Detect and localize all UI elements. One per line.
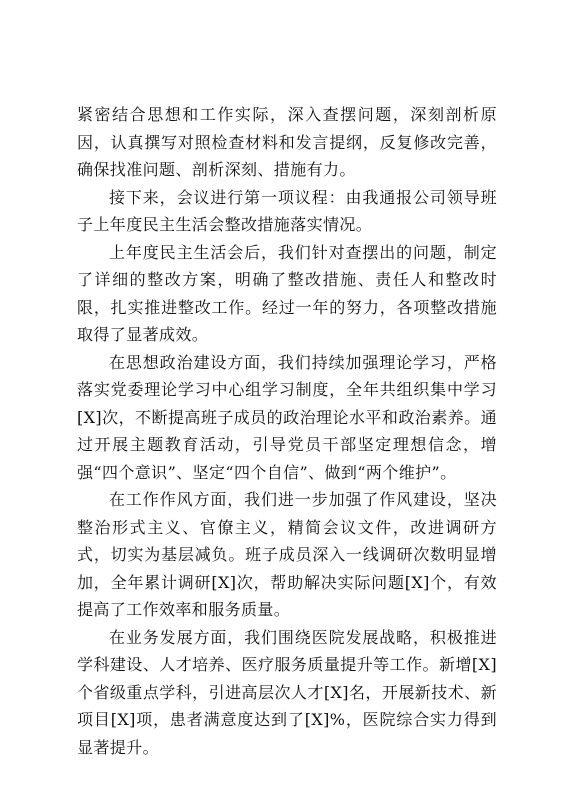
- paragraph-continued: 紧密结合思想和工作实际，深入查摆问题，深刻剖析原因，认真撰写对照检查材料和发言提纲，反复修改完善，确保找准问题、剖析深刻、措施有力。: [77, 105, 497, 179]
- paragraph-political-building: 在思想政治建设方面，我们持续加强理论学习，严格落实党委理论学习中心组学习制度，全年共组织集中学习[X]次，不断提高班子成员的政治理论水平和政治素养。通过开展主题教育活动，引导党员干部坚定理想信念，增强“四个意识”、坚定“四个自信”、做到“两个维护”。: [77, 352, 497, 482]
- paragraph-agenda-item: 接下来，会议进行第一项议程：由我通报公司领导班子上年度民主生活会整改措施落实情况。: [77, 187, 497, 234]
- document-body: [77, 101, 497, 761]
- paragraph-work-style: 在工作作风方面，我们进一步加强了作风建设，坚决整治形式主义、官僚主义，精简会议文件，改进调研方式，切实为基层减负。班子成员深入一线调研次数明显增加，全年累计调研[X]次，帮助解决实际问题[X]个，有效提高了工作效率和服务质量。: [77, 490, 497, 619]
- paragraph-rectification-plan: 上年度民主生活会后，我们针对查摆出的问题，制定了详细的整改方案，明确了整改措施、责任人和整改时限，扎实推进整改工作。经过一年的努力，各项整改措施取得了显著成效。: [77, 242, 497, 344]
- paragraph-business-development: 在业务发展方面，我们围绕医院发展战略，积极推进学科建设、人才培养、医疗服务质量提升等工作。新增[X]个省级重点学科，引进高层次人才[X]名，开展新技术、新项目[X]项，患者满意度达到了[X]%，医院综合实力得到显著提升。: [77, 627, 497, 757]
